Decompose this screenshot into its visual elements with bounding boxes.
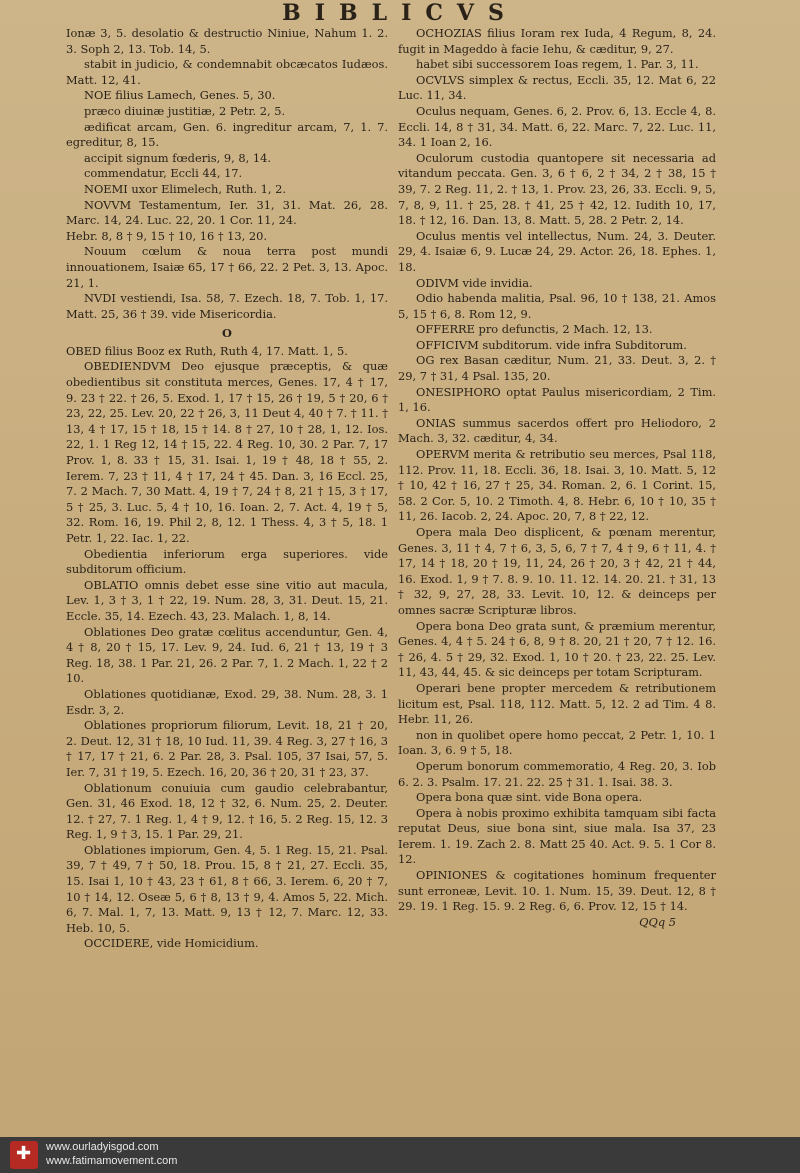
entry-operum-bonorum: Operum bonorum commemoratio, 4 Reg. 20, 3. Iob 6. 2. 3. Psalm. 17. 21. 22. 25 † 31. 1. Isai. 38. 3.	[398, 758, 716, 789]
entry-oblationes-quotidianae: Oblationes quotidianæ, Exod. 29, 38. Num. 28, 3. 1 Esdr. 3, 2.	[66, 686, 388, 717]
entry-stabit: stabit in judicio, & condemnabit obcæcatos Iudæos. Matt. 12, 41.	[66, 57, 388, 87]
entry-onias: ONIAS summus sacerdos offert pro Heliodoro, 2 Mach. 3, 32. cæditur, 4, 34.	[398, 415, 716, 446]
entry-noe: NOE filius Lamech, Genes. 5, 30.	[84, 88, 276, 103]
entry-nahum: Ionæ 3, 5. desolatio & destructio Niniue, Nahum 1. 2. 3. Soph 2, 13. Tob. 14, 5.	[66, 26, 388, 56]
entry-ochozias: OCHOZIAS filius Ioram rex Iuda, 4 Regum, 8, 24. fugit in Mageddo à facie Iehu, & cæditur, 9, 27.	[398, 26, 716, 56]
entry-odium: ODIVM vide invidia.	[416, 275, 533, 290]
running-header: BIBLICVS	[282, 0, 518, 26]
entry-oculorum-custodia: Oculorum custodia quantopere sit necessaria ad vitandum peccata. Gen. 3, 6 † 6, 2 † 34, 2 † 38, 15 † 39, 7. 2 Reg. 11, 2. † 13, 1. Prov. 23, 26, 33. Eccli. 9, 5, 7, 8, 9, 11. † 25, 28. † 41, 25 † 42, 12. Iudith 10, 17, 18. † 12, 16. Dan. 13, 8. Matt. 5, 28. 2 Petr. 2, 14.	[398, 150, 716, 228]
entry-oblationes-filiorum: Oblationes propriorum filiorum, Levit. 18, 21 † 20, 2. Deut. 12, 31 † 18, 10 Iud. 11, 39. 4 Reg. 3, 27 † 16, 3 † 17, 17 † 21, 6. 2 Par. 28, 3. Psal. 105, 37 Isai, 57, 5. Ier. 7, 31 † 19, 5. Ezech. 16, 20, 36 † 20, 31 † 23, 37.	[66, 718, 388, 779]
entry-obedientia: Obedientia inferiorum erga superiores. vide subditorum officium.	[66, 546, 388, 577]
footer-urls	[46, 1140, 177, 1168]
entry-oblationes-impiorum: Oblationes impiorum, Gen. 4, 5. 1 Reg. 15, 21. Psal. 39, 7 † 49, 7 † 50, 18. Prou. 15, 8 † 21, 27. Eccli. 35, 15. Isai 1, 10 † 43, 23 † 61, 8 † 66, 3. Ierem. 6, 20 † 7, 10 † 14, 12. Oseæ 5, 6 † 8, 13 † 9, 4. Amos 5, 22. Mich. 6, 7. Mal. 1, 7, 13. Matt. 9, 13 † 12, 7. Marc. 12, 33. Heb. 10, 5.	[66, 842, 388, 935]
entry-oblatio: OBLATIO omnis debet esse sine vitio aut macula, Lev. 1, 3 † 3, 1 † 22, 19. Num. 28, 3, 31. Deut. 15, 21. Eccle. 35, 14. Ezech. 43, 23. Malach. 1, 8, 14.	[66, 577, 388, 623]
entry-operum: OPERVM merita & retributio seu merces, Psal 118, 112. Prov. 11, 18. Eccli. 36, 18. Isai. 3, 10. Matt. 5, 12 † 10, 42 † 16, 27 † 25, 34. Roman. 2, 6. 1 Corint. 15, 58. 2 Cor. 5, 10. 2 Timoth. 4, 8. Hebr. 6, 10 † 10, 35 † 11, 26. Iacob. 2, 24. Apoc. 20, 7, 8 † 22, 12.	[398, 447, 716, 524]
entry-oculus: OCVLVS simplex & rectus, Eccli. 35, 12. Mat 6, 22 Luc. 11, 34.	[398, 72, 716, 103]
entry-novum-caelum: Nouum cœlum & noua terra post mundi innouationem, Isaiæ 65, 17 † 66, 22. 2 Pet. 3, 13. Apoc. 21, 1.	[66, 244, 388, 290]
watermark-footer	[0, 1137, 800, 1173]
entry-opera-mala: Opera mala Deo displicent, & pœnam merentur, Genes. 3, 11 † 4, 7 † 6, 3, 5, 6, 7 † 7, 4 † 9, 6 † 11, 4. † 17, 14 † 18, 20 † 19, 11, 24, 26 † 20, 3 † 42, 21 † 44, 16. Exod. 1, 9 † 7. 8. 9. 10. 11. 12. 14. 20. 21. † 31, 13 † 32, 9, 27, 28, 33. Levit. 10, 12. & deinceps per omnes sacræ Scripturæ libros.	[398, 525, 716, 617]
entry-oblationum-convivia: Oblationum conuiuia cum gaudio celebrabantur, Gen. 31, 46 Exod. 18, 12 † 32, 6. Num. 25, 2. Deuter. 12. † 27, 7. 1 Reg. 1, 4 † 9, 12. † 16, 5. 2 Reg. 15, 12. 3 Reg. 1, 9 † 3, 15. 1 Par. 29, 21.	[66, 780, 388, 842]
left-column	[66, 26, 388, 952]
entry-opiniones: OPINIONES & cogitationes hominum frequenter sunt erroneæ, Levit. 10. 1. Num. 15, 39. Deut. 12, 8 † 29. 19. 1 Reg. 15. 9. 2 Reg. 6, 6. Prov. 12, 15 † 14.	[398, 868, 716, 914]
entry-officium: OFFICIVM subditorum. vide infra Subditorum.	[416, 337, 687, 352]
crest-icon	[10, 1141, 38, 1169]
entry-opera-a-nobis: Opera à nobis proximo exhibita tamquam sibi facta reputat Deus, siue bona sint, siue mala. Isa 37, 23 Ierem. 1. 19. Zach 2. 8. Matt 25 40. Act. 9. 5. 1 Cor 8. 12.	[398, 805, 716, 867]
section-letter-o: O	[222, 326, 232, 341]
entry-novum: NOVVM Testamentum, Ier. 31, 31. Mat. 26, 28. Marc. 14, 24. Luc. 22, 20. 1 Cor. 11, 24.	[66, 197, 388, 228]
entry-occidere: OCCIDERE, vide Homicidium.	[84, 936, 259, 951]
entry-oblationes-gratae: Oblationes Deo gratæ cœlitus accenduntur, Gen. 4, 4 † 8, 20 † 15, 17. Lev. 9, 24. Iud. 6, 21 † 13, 19 † 3 Reg. 18, 38. 1 Par. 21, 26. 2 Par. 7, 1. 2 Mach. 1, 22 † 2 10.	[66, 624, 388, 686]
entry-operari: Operari bene propter mercedem & retributionem licitum est, Psal. 118, 112. Matt. 5, 12. 2 ad Tim. 4 8. Hebr. 11, 26.	[398, 680, 716, 727]
entry-offerre: OFFERRE pro defunctis, 2 Mach. 12, 13.	[416, 322, 653, 337]
entry-successorem: habet sibi successorem Ioas regem, 1. Par. 3, 11.	[416, 57, 699, 72]
entry-praeco: præco diuinæ justitiæ, 2 Petr. 2, 5.	[84, 103, 286, 118]
entry-obediendum: OBEDIENDVM Deo ejusque præceptis, & quæ obedientibus sit constituta merces, Genes. 17, 4 † 17, 9. 23 † 22. † 26, 5. Exod. 1, 17 † 15, 26 † 19, 5 † 20, 6 † 23, 22, 25. Lev. 20, 22 † 26, 3, 11 Deut 4, 40 † 7. † 11. † 13, 4 † 17, 15 † 18, 15 † 14. 8 † 27, 10 † 28, 1, 12. Ios. 22, 1. 1 Reg 12, 14 † 15, 22. 4 Reg. 10, 30. 2 Par. 7, 17 Prov. 1, 8. 33 † 15, 31. Isai. 1, 19 † 48, 18 † 55, 2. Ierem. 7, 23 † 11, 4 † 17, 24 † 45. Dan. 3, 16 Eccl. 25, 7. 2 Mach. 7, 30 Matt. 4, 19 † 7, 24 † 8, 21 † 15, 3 † 17, 5 † 25, 3. Luc. 5, 4 † 10, 16. Ioan. 2, 7. Act. 4, 19 † 5, 32. Rom. 16, 19. Phil 2, 8, 12. 1 Thess. 4, 3 † 5, 18. 1 Petr. 1, 22. Iac. 1, 22.	[66, 359, 388, 545]
entry-onesiphoro: ONESIPHORO optat Paulus misericordiam, 2 Tim. 1, 16.	[398, 384, 716, 415]
entry-noemi: NOEMI uxor Elimelech, Ruth. 1, 2.	[84, 181, 286, 196]
entry-odio: Odio habenda malitia, Psal. 96, 10 † 138, 21. Amos 5, 15 † 6, 8. Rom 12, 9.	[398, 291, 716, 321]
entry-non-in-quolibet: non in quolibet opere homo peccat, 2 Petr. 1, 10. 1 Ioan. 3, 6. 9 † 5, 18.	[398, 727, 716, 758]
entry-oculus-mentis: Oculus mentis vel intellectus, Num. 24, 3. Deuter. 29, 4. Isaiæ 6, 9. Lucæ 24, 29. Actor. 26, 18. Ephes. 1, 18.	[398, 228, 716, 274]
entry-oculus-nequam: Oculus nequam, Genes. 6, 2. Prov. 6, 13. Eccle 4, 8. Eccli. 14, 8 † 31, 34. Matt. 6, 22. Marc. 7, 22. Luc. 11, 34. 1 Ioan 2, 16.	[398, 103, 716, 150]
footer-url-1[interactable]: www.ourladyisgod.com	[46, 1141, 159, 1153]
footer-url-2[interactable]: www.fatimamovement.com	[46, 1155, 178, 1167]
right-column	[398, 26, 716, 930]
entry-og: OG rex Basan cæditur, Num. 21, 33. Deut. 3, 2. † 29, 7 † 31, 4 Psal. 135, 20.	[398, 353, 716, 384]
entry-commendatur: commendatur, Eccli 44, 17.	[84, 166, 243, 181]
signature-mark: QQq 5	[639, 914, 676, 929]
entry-accipit: accipit signum fœderis, 9, 8, 14.	[84, 150, 271, 165]
entry-opera-bona: Opera bona Deo grata sunt, & præmium merentur, Genes. 4, 4 † 5. 24 † 6, 8, 9 † 8. 20, 21 † 20, 7 † 12. 16. † 26, 4. 5 † 29, 32. Exod. 1, 10 † 20. † 23, 22. 25. Lev. 11, 43, 44, 45. & sic deinceps per totam Scripturam.	[398, 618, 716, 680]
entry-opera-bona-quae: Opera bona quæ sint. vide Bona opera.	[416, 790, 643, 805]
entry-hebr: Hebr. 8, 8 † 9, 15 † 10, 16 † 13, 20.	[66, 228, 268, 243]
entry-aedificat: ædificat arcam, Gen. 6. ingreditur arcam, 7, 1. 7. egreditur, 8, 15.	[66, 119, 388, 150]
entry-obed: OBED filius Booz ex Ruth, Ruth 4, 17. Matt. 1, 5.	[66, 343, 348, 358]
entry-nudi: NVDI vestiendi, Isa. 58, 7. Ezech. 18, 7. Tob. 1, 17. Matt. 25, 36 † 39. vide Misericordia.	[66, 291, 388, 321]
